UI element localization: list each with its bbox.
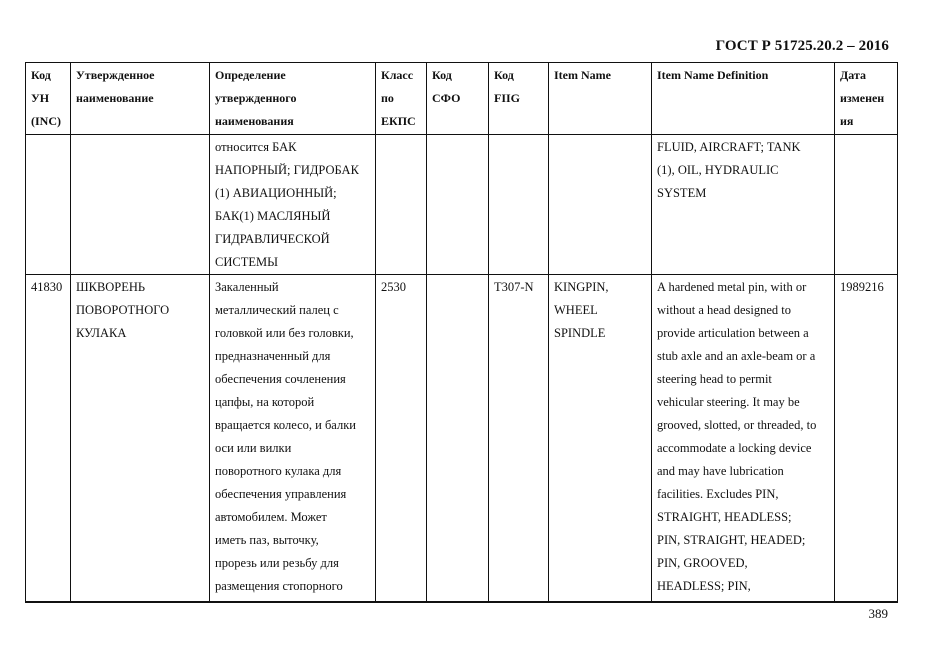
cell-change-date [835, 135, 898, 275]
cell-approved-name [71, 135, 210, 275]
column-header-sfo: Код СФО [427, 63, 489, 135]
cell-inc: 41830 [26, 275, 71, 603]
table-header-row [26, 63, 898, 135]
column-header-item-name: Item Name [549, 63, 652, 135]
cell-definition: относится БАК НАПОРНЫЙ; ГИДРОБАК (1) АВИАЦИОННЫЙ; БАК(1) МАСЛЯНЫЙ ГИДРАВЛИЧЕСКОЙ СИСТЕМЫ [210, 135, 376, 275]
page-number: 389 [868, 606, 888, 621]
catalog-table [25, 62, 898, 603]
table-row [26, 135, 898, 275]
cell-fiig [489, 135, 549, 275]
cell-sfo [427, 135, 489, 275]
column-header-inc: Код УН (INC) [26, 63, 71, 135]
column-header-change-date: Дата изменен ия [835, 63, 898, 135]
column-header-fiig: Код FIIG [489, 63, 549, 135]
cell-item-definition: A hardened metal pin, with or without a head designed to provide articulation between a stub axle and an axle-beam or a steering head to permit vehicular steering. It may be grooved, slotted, or threaded, to accommodate a locking device and may have lubrication facilities. Excludes PIN, STRAIGHT, HEADLESS; PIN, STRAIGHT, HEADED; PIN, GROOVED, HEADLESS; PIN, [652, 275, 835, 603]
cell-item-definition: FLUID, AIRCRAFT; TANK (1), OIL, HYDRAULIC SYSTEM [652, 135, 835, 275]
cell-item-name [549, 135, 652, 275]
cell-definition: Закаленный металлический палец с головкой или без головки, предназначенный для обеспечения сочленения цапфы, на которой вращается колесо, и балки оси или вилки поворотного кулака для обеспечения управления автомобилем. Может иметь паз, выточку, прорезь или резьбу для размещения стопорного [210, 275, 376, 603]
cell-change-date: 1989216 [835, 275, 898, 603]
document-code: ГОСТ Р 51725.20.2 – 2016 [715, 38, 889, 54]
cell-class: 2530 [376, 275, 427, 603]
column-header-item-definition: Item Name Definition [652, 63, 835, 135]
column-header-definition: Определение утвержденного наименования [210, 63, 376, 135]
cell-class [376, 135, 427, 275]
cell-sfo [427, 275, 489, 603]
column-header-approved-name: Утвержденное наименование [71, 63, 210, 135]
cell-approved-name: ШКВОРЕНЬ ПОВОРОТНОГО КУЛАКА [71, 275, 210, 603]
cell-fiig: T307-N [489, 275, 549, 603]
cell-inc [26, 135, 71, 275]
table-row [26, 275, 898, 603]
cell-item-name: KINGPIN, WHEEL SPINDLE [549, 275, 652, 603]
column-header-class: Класс по ЕКПС [376, 63, 427, 135]
